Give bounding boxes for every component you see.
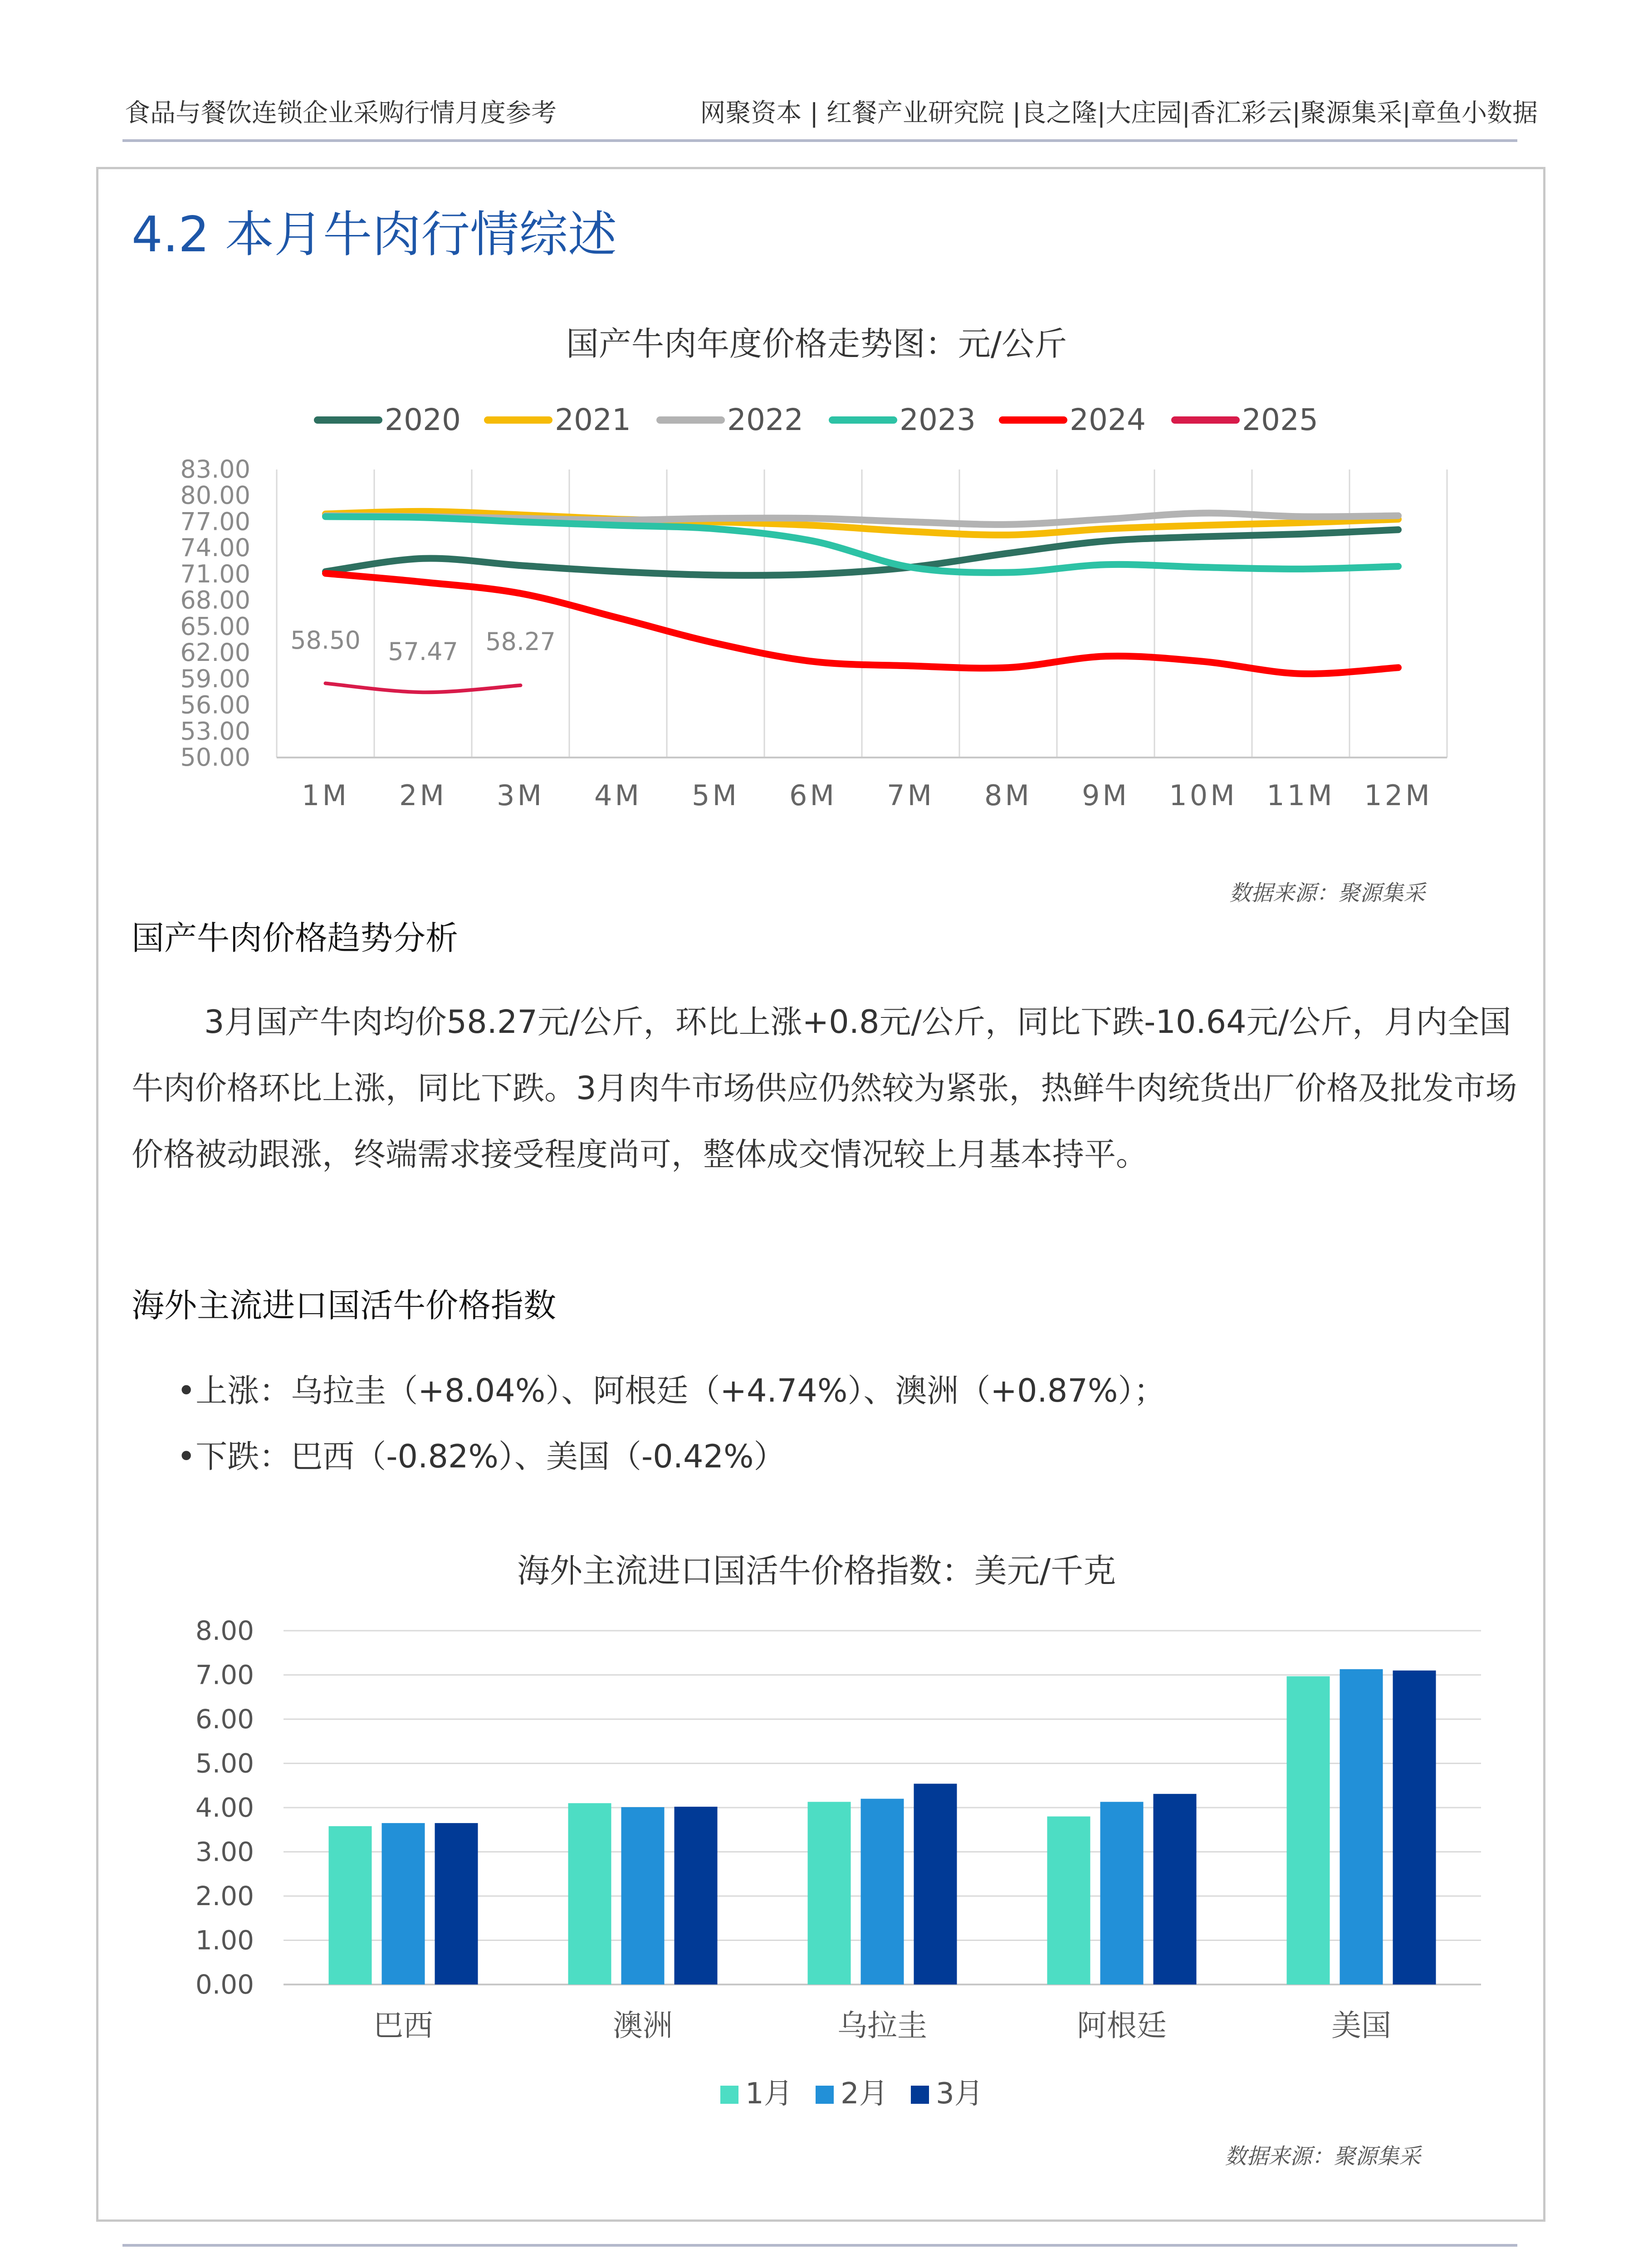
- bar-巴西-1月: [329, 1826, 372, 1984]
- legend-label-2025: 2025: [1242, 402, 1318, 437]
- analysis-paragraph: 3月国产牛肉均价58.27元/公斤，环比上涨+0.8元/公斤，同比下跌-10.64元/公斤，月内全国牛肉价格环比上涨，同比下跌。3月肉牛市场供应仍然较为紧张，热鲜牛肉统货出厂价格及批发市场价格被动跟涨，终端需求接受程度尚可，整体成交情况较上月基本持平。: [132, 1003, 1517, 1173]
- header-divider: [122, 139, 1517, 142]
- legend-label-2023: 2023: [900, 402, 976, 437]
- legend-label-2021: 2021: [555, 402, 631, 437]
- bullet-rise: •上涨：乌拉圭（+8.04%）、阿根廷（+4.74%）、澳洲（+0.87%）；: [177, 1372, 1166, 1409]
- x-tick-label: 6M: [789, 779, 837, 812]
- bar-美国-3月: [1393, 1671, 1436, 1984]
- y-tick-label: 6.00: [195, 1704, 254, 1735]
- y-tick-label: 3.00: [195, 1836, 254, 1867]
- legend-label-2月: 2月: [841, 2077, 888, 2111]
- bar-澳洲-2月: [621, 1807, 665, 1984]
- y-tick-label: 68.00: [180, 586, 250, 615]
- x-tick-label: 美国: [1331, 2008, 1391, 2043]
- y-tick-label: 1.00: [195, 1925, 254, 1956]
- x-tick-label: 2M: [399, 779, 447, 812]
- x-tick-label: 1M: [302, 779, 349, 812]
- y-tick-label: 56.00: [180, 690, 250, 719]
- x-tick-label: 8M: [984, 779, 1032, 812]
- bar-澳洲-3月: [675, 1807, 718, 1984]
- legend-label-2020: 2020: [385, 402, 461, 437]
- overseas-heading: 海外主流进口国活牛价格指数: [132, 1286, 557, 1325]
- cattle-index-bar-chart: [0, 1606, 1633, 2141]
- x-tick-label: 11M: [1266, 779, 1335, 812]
- bar-巴西-3月: [435, 1823, 478, 1984]
- x-tick-label: 巴西: [373, 2008, 433, 2043]
- x-tick-label: 10M: [1169, 779, 1237, 812]
- footer-divider: [122, 2244, 1517, 2247]
- bar-阿根廷-2月: [1100, 1802, 1144, 1984]
- y-tick-label: 0.00: [195, 1969, 254, 2000]
- legend-swatch-1月: [720, 2086, 738, 2104]
- y-tick-label: 7.00: [195, 1659, 254, 1691]
- y-tick-label: 59.00: [180, 664, 250, 693]
- x-tick-label: 澳洲: [613, 2008, 673, 2043]
- y-tick-label: 53.00: [180, 717, 250, 746]
- legend-label-2024: 2024: [1070, 402, 1146, 437]
- bullet-fall: •下跌：巴西（-0.82%）、美国（-0.42%）: [177, 1438, 786, 1475]
- y-tick-label: 50.00: [180, 743, 250, 772]
- x-tick-label: 3M: [497, 779, 544, 812]
- x-tick-label: 7M: [887, 779, 934, 812]
- data-label: 58.50: [290, 626, 361, 655]
- x-tick-label: 4M: [594, 779, 642, 812]
- bar-美国-1月: [1287, 1676, 1330, 1984]
- y-tick-label: 62.00: [180, 638, 250, 667]
- series-line-2025: [326, 683, 521, 692]
- x-tick-label: 阿根廷: [1077, 2008, 1167, 2043]
- x-tick-label: 乌拉圭: [837, 2008, 927, 2043]
- legend-swatch-3月: [911, 2086, 929, 2104]
- bar-美国-2月: [1340, 1669, 1383, 1984]
- legend-label-2022: 2022: [727, 402, 803, 437]
- y-tick-label: 74.00: [180, 533, 250, 562]
- bar-澳洲-1月: [568, 1803, 611, 1984]
- data-label: 58.27: [485, 627, 556, 656]
- y-tick-label: 71.00: [180, 559, 250, 588]
- y-tick-label: 77.00: [180, 507, 250, 536]
- bar-乌拉圭-3月: [914, 1784, 957, 1984]
- bar-乌拉圭-2月: [861, 1799, 904, 1985]
- bar-阿根廷-3月: [1154, 1794, 1197, 1984]
- y-tick-label: 80.00: [180, 481, 250, 510]
- x-tick-label: 9M: [1082, 779, 1129, 812]
- analysis-heading: 国产牛肉价格趋势分析: [132, 919, 459, 957]
- x-tick-label: 5M: [692, 779, 739, 812]
- y-tick-label: 5.00: [195, 1748, 254, 1779]
- y-tick-label: 4.00: [195, 1792, 254, 1823]
- line-chart-source: 数据来源：聚源集采: [1229, 880, 1426, 906]
- header-report-title: 食品与餐饮连锁企业采购行情月度参考: [125, 98, 557, 128]
- y-tick-label: 8.00: [195, 1615, 254, 1646]
- header-publishers: 网聚资本 | 红餐产业研究院 |良之隆|大庄园|香汇彩云|聚源集采|章鱼小数据: [700, 98, 1538, 128]
- x-tick-label: 12M: [1364, 779, 1433, 812]
- bar-chart-source: 数据来源：聚源集采: [1225, 2144, 1421, 2169]
- data-label: 57.47: [388, 637, 458, 666]
- y-tick-label: 65.00: [180, 612, 250, 641]
- legend-label-3月: 3月: [936, 2077, 983, 2111]
- bar-阿根廷-1月: [1047, 1817, 1090, 1985]
- legend-label-1月: 1月: [745, 2077, 793, 2111]
- y-tick-label: 2.00: [195, 1881, 254, 1911]
- legend-swatch-2月: [816, 2086, 834, 2104]
- line-chart-title: 国产牛肉年度价格走势图：元/公斤: [566, 325, 1067, 363]
- y-tick-label: 83.00: [180, 455, 250, 484]
- bar-巴西-2月: [382, 1823, 425, 1984]
- bar-chart-title: 海外主流进口国活牛价格指数：美元/千克: [517, 1552, 1116, 1590]
- section-title: 4.2 本月牛肉行情综述: [132, 206, 617, 263]
- bar-乌拉圭-1月: [808, 1802, 851, 1984]
